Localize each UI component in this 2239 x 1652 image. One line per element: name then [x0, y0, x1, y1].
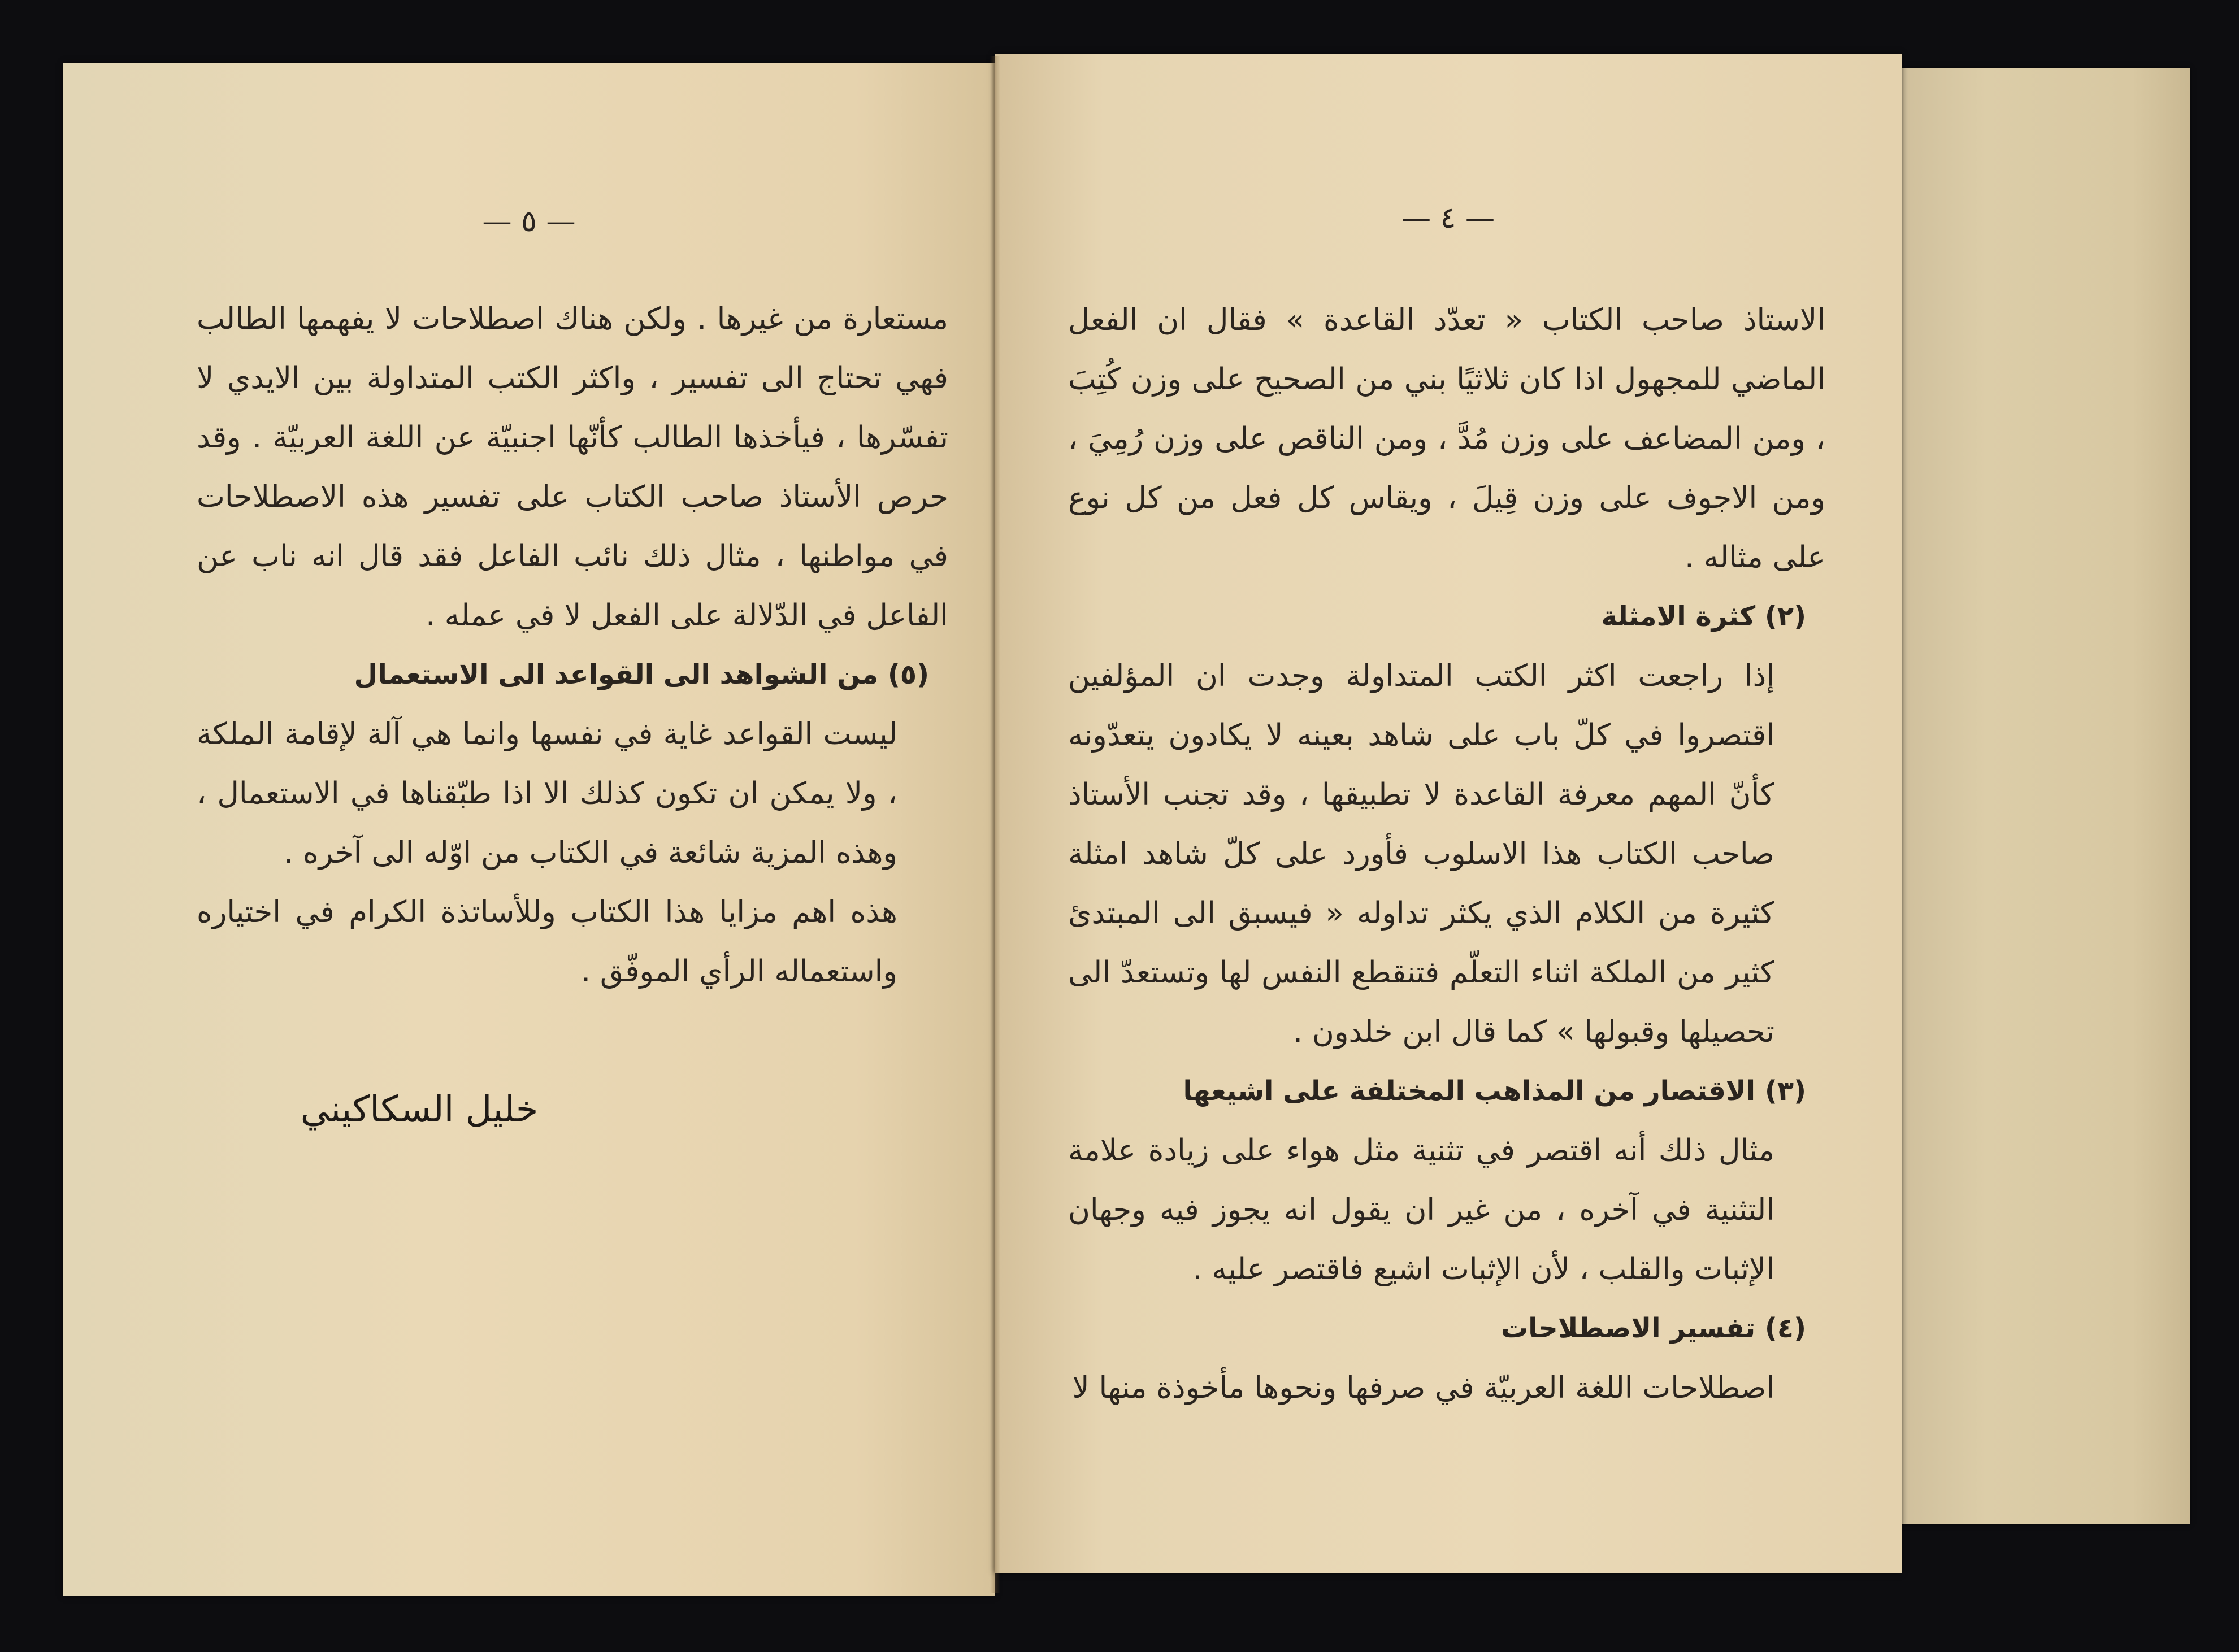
paragraph-terms-continued: مستعارة من غيرها . ولكن هناك اصطلاحات لا يفهمها الطالب فهي تحتاج الى تفسير ، واكثر الكتب المتداولة بين الايدي لا تفسّرها ، فيأخذها الطالب كأنّها اجنبيّة عن اللغة العربيّة . وقد حرص الأستاذ صاحب الكتاب على تفسير هذه الاصطلاحات في مواطنها ، مثال ذلك نائب الفاعل فقد قال انه ناب عن الفاعل في الدّلالة على الفعل لا في عمله . — [197, 302, 948, 633]
right-page-text — [1068, 290, 1825, 1418]
author-signature: خليل السكاكيني — [300, 1089, 539, 1131]
right-page — [995, 54, 1902, 1573]
book-gutter — [990, 56, 1000, 1593]
back-sheet — [1899, 68, 2190, 1524]
paragraph-dual-example: مثال ذلك أنه اقتصر في تثنية مثل هواء على زيادة علامة التثنية في آخره ، من غير ان يقول انه يجوز فيه وجهان الإثبات والقلب ، لأن الإثبات اشيع فاقتصر عليه . — [1068, 1133, 1774, 1286]
paragraph-many-examples: إذا راجعت اكثر الكتب المتداولة وجدت ان المؤلفين اقتصروا في كلّ باب على شاهد بعينه لا يكادون يتعدّونه كأنّ المهم معرفة القاعدة لا تطبيقها ، وقد تجنب الأستاذ صاحب الكتاب هذا الاسلوب فأورد على كلّ شاهد امثلة كثيرة من الكلام الذي يكثر تداوله « فيسبق الى المبتدئ كثير من الملكة اثناء التعلّم فتنقطع النفس لها وتستعدّ الى تحصيلها وقبولها » كما قال ابن خلدون . — [1068, 659, 1774, 1049]
paragraph-passive-verb: الاستاذ صاحب الكتاب « تعدّد القاعدة » فقال ان الفعل الماضي للمجهول اذا كان ثلاثيًا بني من الصحيح على وزن كُتِبَ ، ومن المضاعف على وزن مُدَّ ، ومن الناقص على وزن رُمِيَ ، ومن الاجوف على وزن قِيلَ ، ويقاس كل فعل من كل نوع على مثاله . — [1068, 303, 1825, 575]
page-number-right: — ٤ — — [1401, 201, 1495, 235]
heading-section-2: (٢) كثرة الامثلة — [1601, 601, 1806, 632]
paragraph-terminology: اصطلاحات اللغة العربيّة في صرفها ونحوها مأخوذة منها لا — [1072, 1371, 1774, 1405]
heading-section-3: (٣) الاقتصار من المذاهب المختلفة على اشيعها — [1183, 1075, 1806, 1107]
page-number-left: — ٥ — — [482, 205, 576, 238]
paragraph-rules-usage: ليست القواعد غاية في نفسها وانما هي آلة لإقامة الملكة ، ولا يمكن ان تكون كذلك الا اذا طبّقناها في الاستعمال ، وهذه المزية شائعة في الكتاب من اوّله الى آخره . — [197, 717, 897, 870]
paragraph-conclusion: هذه اهم مزايا هذا الكتاب وللأساتذة الكرام في اختياره واستعماله الرأي الموفّق . — [197, 895, 897, 989]
left-page — [63, 63, 995, 1596]
left-page-text — [197, 289, 948, 1001]
heading-section-4: (٤) تفسير الاصطلاحات — [1500, 1312, 1806, 1344]
heading-section-5: (٥) من الشواهد الى القواعد الى الاستعمال — [354, 659, 929, 690]
